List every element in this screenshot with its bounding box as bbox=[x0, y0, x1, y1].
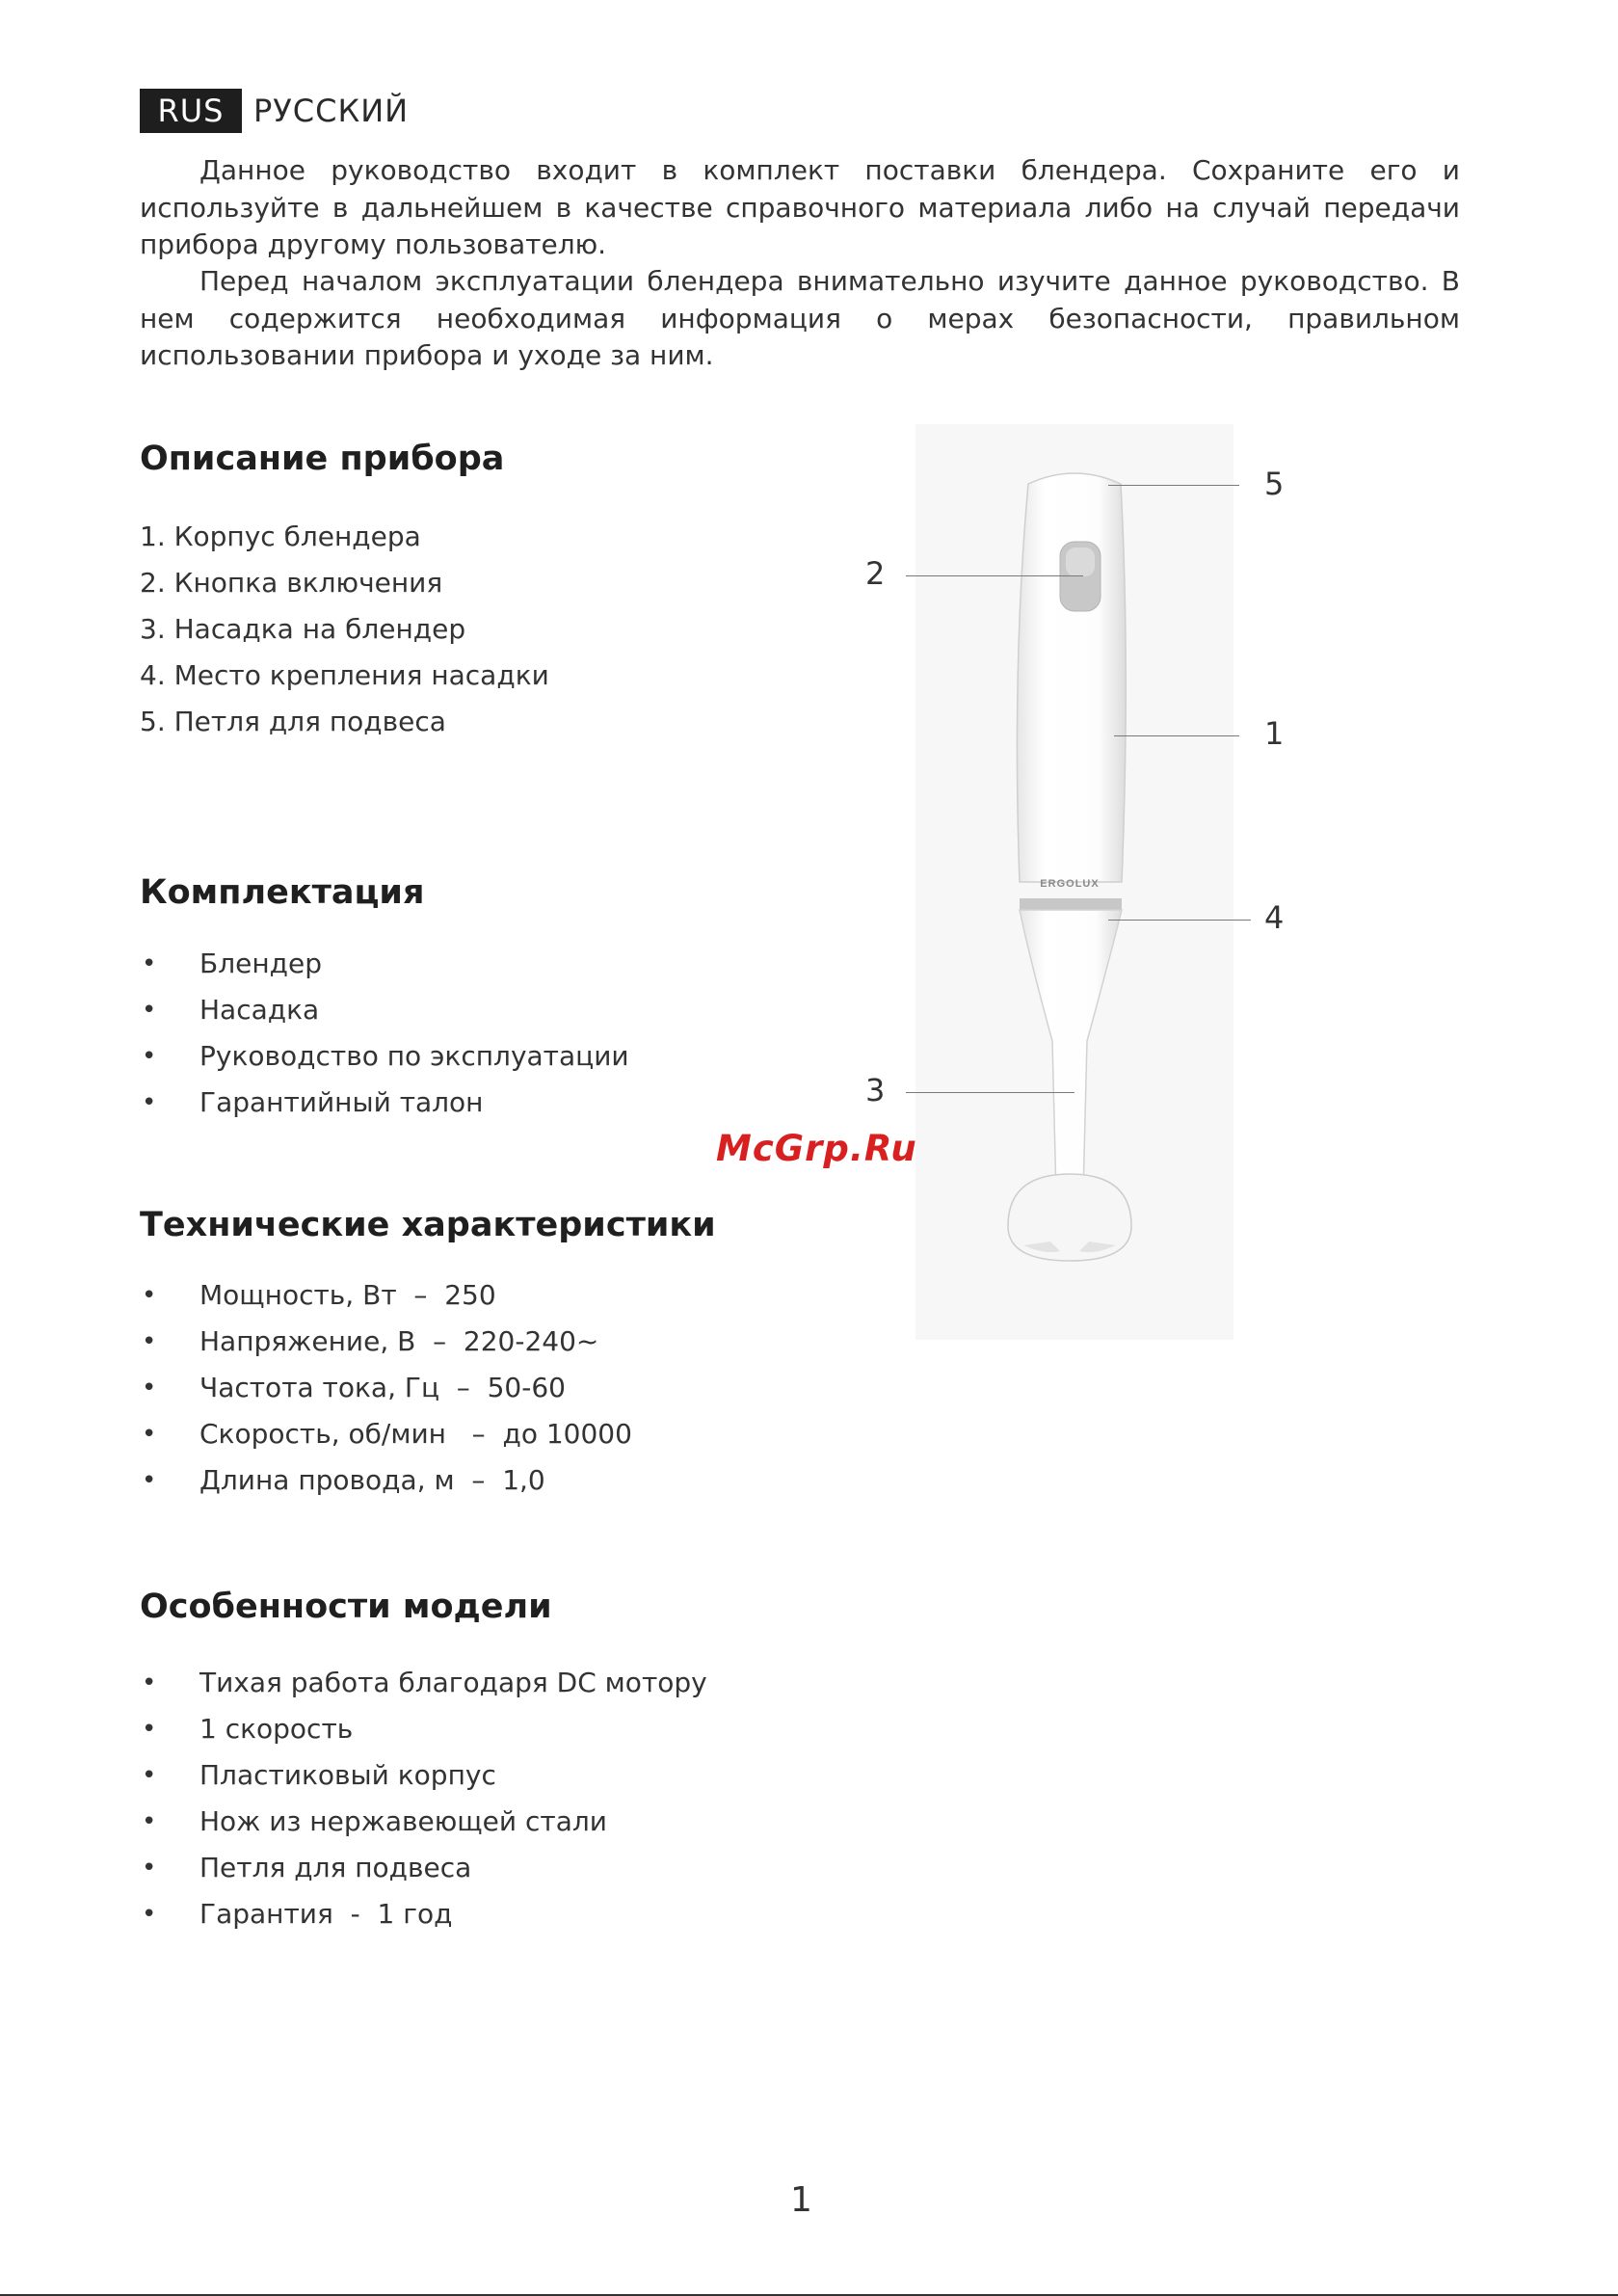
callout-5: 5 bbox=[1264, 466, 1285, 502]
blender-illustration bbox=[915, 424, 1233, 1340]
callout-leader-4 bbox=[1108, 920, 1251, 921]
list-item: • Блендер bbox=[140, 941, 629, 987]
callout-4: 4 bbox=[1264, 899, 1285, 936]
brand-logo: ERGOLUX bbox=[1040, 878, 1100, 890]
list-item: • Напряжение, В – 220-240~ bbox=[140, 1319, 632, 1365]
intro-paragraph-2: Перед началом эксплуатации блендера внимательно изучите данное руководство. В нем содержится необходимая информация о мерах безопасности, правильном использовании прибора и уходе за ним. bbox=[140, 265, 1460, 371]
attachment-ring bbox=[1020, 898, 1122, 910]
list-item: 5. Петля для подвеса bbox=[140, 706, 446, 737]
bullet-icon: • bbox=[142, 1807, 157, 1836]
callout-leader-5 bbox=[1108, 485, 1239, 486]
bullet-icon: • bbox=[142, 1327, 157, 1356]
intro-paragraph-1: Данное руководство входит в комплект поставки блендера. Сохраните его и используйте в дальнейшем в качестве справочного материала либо на случай передачи прибора другому пользователю. bbox=[140, 154, 1460, 260]
bullet-icon: • bbox=[142, 1420, 157, 1449]
features-list bbox=[140, 1660, 707, 1937]
list-item: • Нож из нержавеющей стали bbox=[140, 1799, 707, 1845]
page-number: 1 bbox=[790, 2180, 812, 2220]
list-item: 2. Кнопка включения bbox=[140, 567, 443, 599]
bullet-icon: • bbox=[142, 1854, 157, 1882]
callout-leader-2 bbox=[906, 575, 1083, 576]
package-list bbox=[140, 941, 629, 1126]
list-item: • Руководство по эксплуатации bbox=[140, 1033, 629, 1080]
bullet-icon: • bbox=[142, 1669, 157, 1697]
callout-1: 1 bbox=[1264, 715, 1285, 752]
list-item: • Частота тока, Гц – 50-60 bbox=[140, 1365, 632, 1411]
watermark: McGrp.Ru bbox=[716, 1128, 917, 1169]
bullet-icon: • bbox=[142, 1281, 157, 1310]
list-item: • Гарантия - 1 год bbox=[140, 1891, 707, 1937]
description-list bbox=[140, 514, 549, 745]
features-heading: Особенности модели bbox=[140, 1588, 552, 1626]
list-item: • Скорость, об/мин – до 10000 bbox=[140, 1411, 632, 1457]
callout-2: 2 bbox=[865, 555, 886, 592]
blade-guard bbox=[1008, 1174, 1131, 1261]
callout-leader-3 bbox=[906, 1092, 1074, 1093]
description-heading: Описание прибора bbox=[140, 440, 505, 478]
list-item: • 1 скорость bbox=[140, 1706, 707, 1752]
list-item: 1. Корпус блендера bbox=[140, 521, 421, 552]
list-item: 4. Место крепления насадки bbox=[140, 659, 549, 691]
blender-body bbox=[1017, 473, 1126, 882]
bullet-icon: • bbox=[142, 1715, 157, 1744]
bullet-icon: • bbox=[142, 1466, 157, 1495]
specs-heading: Технические характеристики bbox=[140, 1206, 716, 1244]
bullet-icon: • bbox=[142, 1761, 157, 1790]
list-item: • Гарантийный талон bbox=[140, 1080, 629, 1126]
callout-leader-1 bbox=[1114, 735, 1239, 736]
list-item: • Насадка bbox=[140, 987, 629, 1033]
bullet-icon: • bbox=[142, 1042, 157, 1071]
blender-shaft bbox=[1020, 910, 1122, 1195]
list-item: • Тихая работа благодаря DC мотору bbox=[140, 1660, 707, 1706]
language-name: РУССКИЙ bbox=[253, 93, 410, 129]
bullet-icon: • bbox=[142, 1900, 157, 1929]
package-heading: Комплектация bbox=[140, 873, 425, 912]
bullet-icon: • bbox=[142, 1088, 157, 1117]
list-item: • Петля для подвеса bbox=[140, 1845, 707, 1891]
bullet-icon: • bbox=[142, 949, 157, 978]
list-item: • Пластиковый корпус bbox=[140, 1752, 707, 1799]
bullet-icon: • bbox=[142, 996, 157, 1025]
bullet-icon: • bbox=[142, 1374, 157, 1402]
specs-list bbox=[140, 1272, 632, 1504]
callout-3: 3 bbox=[865, 1072, 886, 1108]
language-code-badge: RUS bbox=[140, 89, 242, 133]
list-item: 3. Насадка на блендер bbox=[140, 613, 466, 645]
list-item: • Мощность, Вт – 250 bbox=[140, 1272, 632, 1319]
list-item: • Длина провода, м – 1,0 bbox=[140, 1457, 632, 1504]
